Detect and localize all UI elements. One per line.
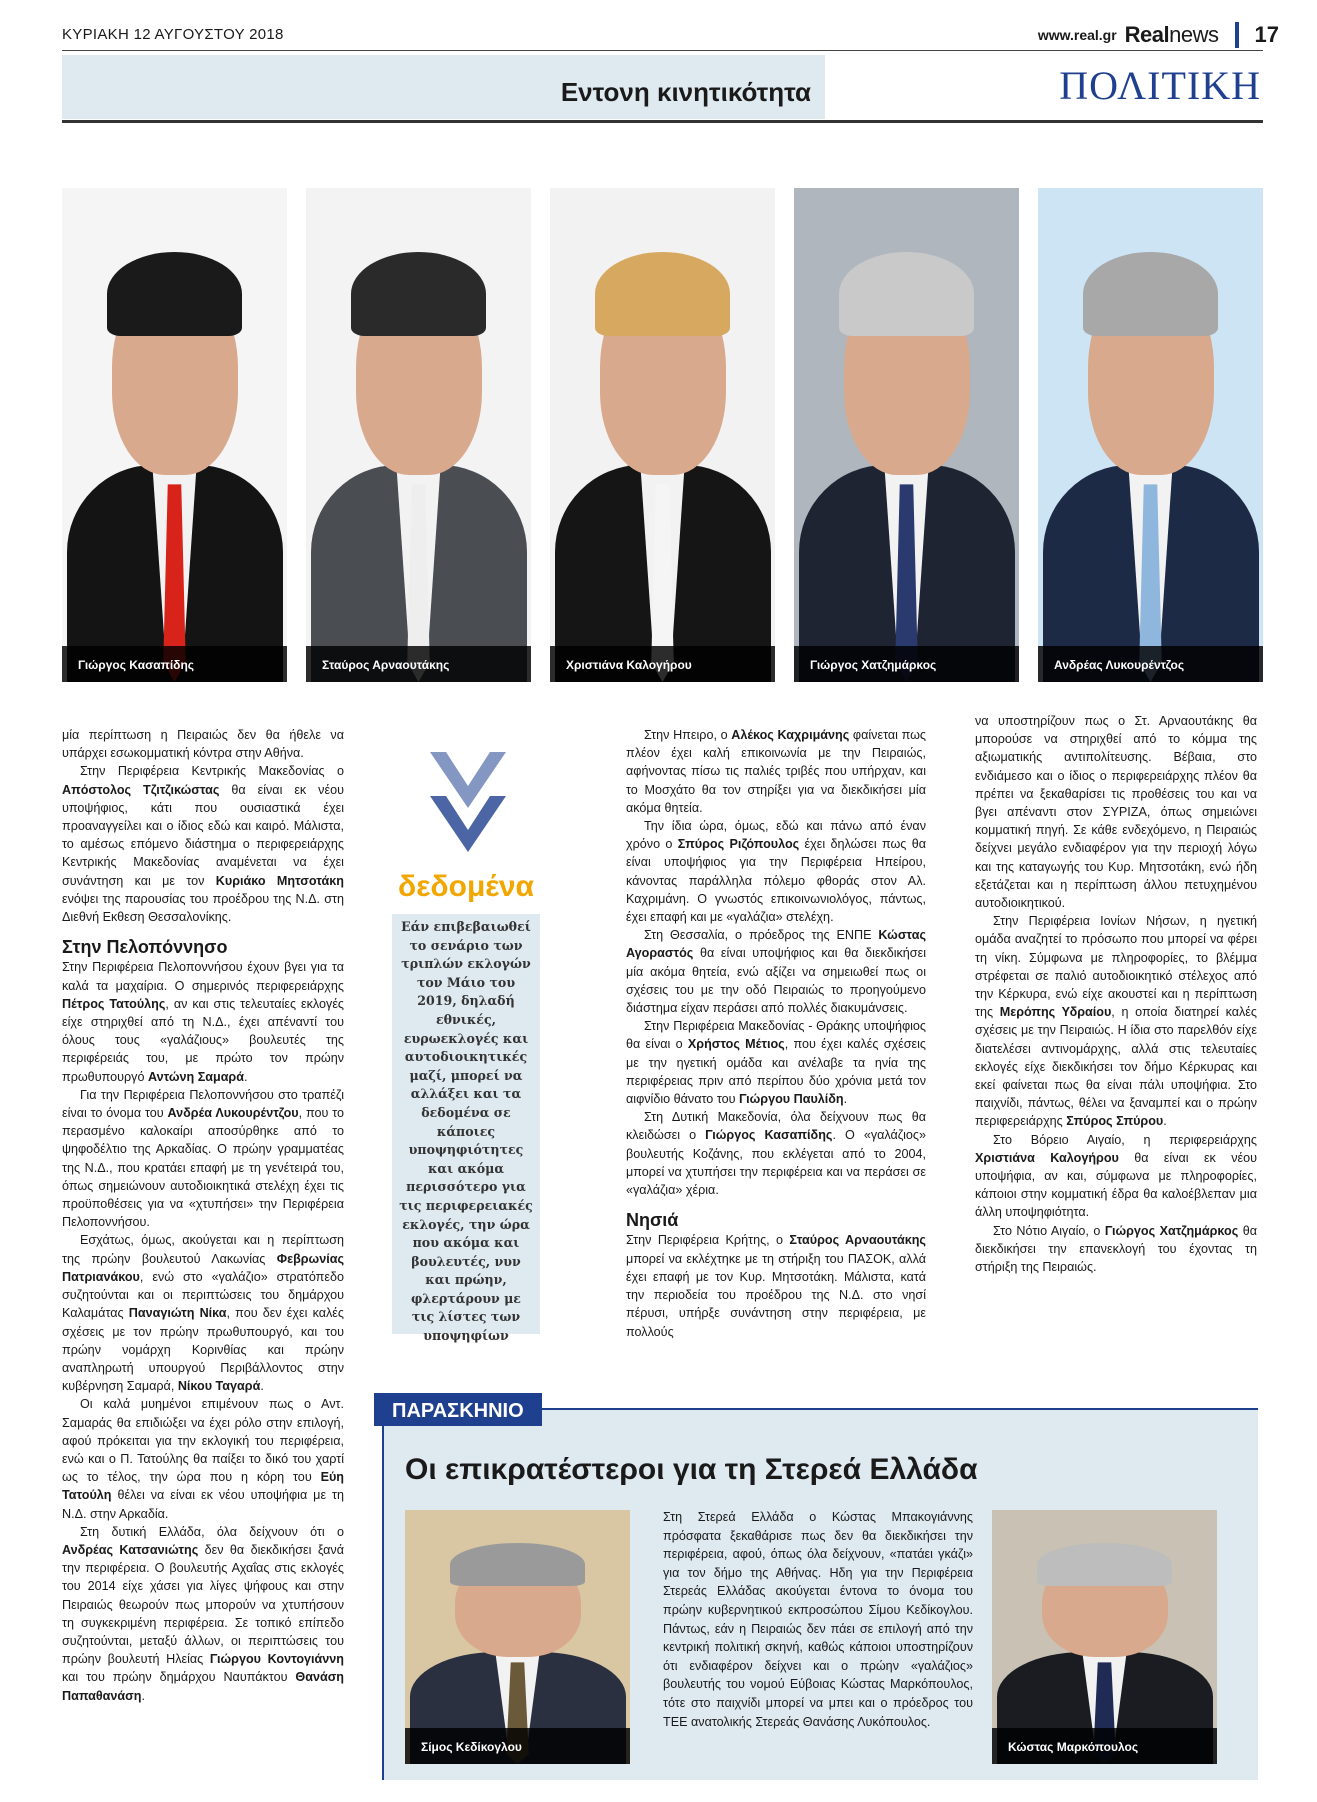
text-run: θέλει να είναι εκ νέου υποψήφια με τη Ν.Δ. στην Αρκαδία.: [62, 1488, 344, 1521]
text-run: , η οποία διατηρεί καλές σχέσεις με την Πειραιώς. Η ίδια στο παρελθόν είχε διατελέσει αντινομάρχης, αλλά στις τελευταίες εκλογές είχε διεκδικήσει τον δήμο Κέρκυρας και εκεί φαίνεται πως θα είναι πάλι υποψήφια. Στο παιχνίδι, πάντως, θέλει να ξαναμπεί και ο πρώην περιφερειάρχης: [975, 1005, 1257, 1129]
person-name: Θανάση Παπαθανάση: [62, 1670, 344, 1703]
text-run: Στην Περιφέρεια Κρήτης, ο: [626, 1233, 790, 1248]
kicker-text: Εντονη κινητικότητα: [560, 77, 811, 107]
newspaper-logo: [1125, 22, 1219, 48]
text-run: . Ο «γαλάζιος» βουλευτής Κοζάνης, που εκλέγεται από το 2004, μπορεί να χτυπήσει την περιφέρεια και να περάσει σε «γαλάζια» χέρια.: [626, 1128, 926, 1198]
person-name: Σπύρος Σπύρου: [1066, 1114, 1164, 1129]
page-number: 17: [1254, 22, 1279, 47]
person-name: Ανδρέα Λυκουρέντζου: [167, 1106, 299, 1121]
person-name: Κώστας Αγοραστός: [626, 928, 926, 961]
portrait-photo-kedikoglou: [405, 1510, 630, 1764]
backstage-text: Στη Στερεά Ελλάδα ο Κώστας Μπακογιάννης πρόσφατα ξεκαθάρισε πως δεν θα διεκδικήσει την περιφέρεια, αφού, όπως όλα δείχνουν, «πατάει γκάζι» για τον δήμο της Αθήνας. Ηδη για την Περιφέρεια Στερεάς Ελλάδας ακούγεται έντονα το όνομα του πρώην κυβερνητικού εκπροσώπου Σίμου Κεδίκογλου. Πάντως, εάν η Πειραιώς δεν πάει σε επιλογή από την κεντρική πολιτική σκηνή, καθώς κάποιοι υποστηρίζουν ότι ενδιαφέρον δείχνει και ο πρώην «γαλάζιος» βουλευτής του νομού Εύβοιας Κώστας Μαρκόπουλος, τότε στο παιχνίδι μπορεί να μπει και ο πρόεδρος του ΤΕΕ ανατολικής Στερεάς Θανάσης Λυκόπουλος.: [663, 1510, 973, 1729]
section-title: ΠΟΛΙΤΙΚΗ: [1059, 63, 1261, 108]
text-run: , που το περασμένο καλοκαίρι αποσύρθηκε από το ψηφοδέλτιο της Αρκαδίας. Ο πρώην γραμματέας της Ν.Δ., που κρατάει επαφή με τη γενέτειρά του, όπως σημειώνουν αυτοδιοικητικά στελέχη έχει τις προϋποθέσεις για να «χτυπήσει» την Περιφέρεια Πελοποννήσου.: [62, 1106, 345, 1230]
photo-caption: Χριστιάνα Καλογήρου: [550, 646, 775, 682]
text-run: θα είναι υποψήφιος και θα διεκδικήσει μία ακόμα θητεία, ενώ αξίζει να σημειωθεί πως οι σχέσεις του με την οδό Πειραιώς το προηγούμενο διάστημα είχαν περάσει από πολλές διακυμάνσεις.: [626, 946, 926, 1016]
person-name: Γιώργου Κοντογιάννη: [209, 1652, 344, 1667]
photo-caption: Γιώργος Χατζημάρκος: [794, 646, 1019, 682]
double-chevron-icon: [430, 752, 506, 862]
text-run: Στην Περιφέρεια Κεντρικής Μακεδονίας ο: [80, 764, 344, 779]
person-name: Χριστιάνα Καλογήρου: [975, 1150, 1119, 1165]
text-run: και του πρώην δημάρχου Ναυπάκτου: [62, 1670, 296, 1685]
text-run: Για την Περιφέρεια Πελοποννήσου στο τραπέζι είναι το όνομα του: [62, 1087, 344, 1121]
text-run: θα είναι εκ νέου υποψήφια, αν και, σύμφωνα με πληροφορίες, κάποιοι στην κομματική έδρα θα καλοέβλεπαν μια άλλη υποψηφιότητα.: [975, 1150, 1257, 1220]
photo-caption: Γιώργος Κασαπίδης: [62, 646, 287, 682]
portrait-hair: [1037, 1543, 1172, 1586]
text-run: Στο Βόρειο Αιγαίο, η περιφερειάρχης: [993, 1132, 1257, 1147]
text-run: ενόψει της παρουσίας του προέδρου της Ν.Δ. στη Διεθνή Εκθεση Θεσσαλονίκης.: [62, 891, 344, 925]
backstage-tag: ΠΑΡΑΣΚΗΝΙΟ: [374, 1390, 542, 1426]
text-run: μπορεί να εκλέχτηκε με τη στήριξη του ΠΑΣΟΚ, αλλά έχει επαφή με τον Κυρ. Μητσοτάκη. Μάλιστα, κατά την περιοδεία του προέδρου της Ν.Δ. στο νησί πέρυσι, υπήρξε συνάντηση στην περιφέρεια, με πολλούς: [626, 1251, 926, 1339]
paragraph: [626, 926, 926, 1017]
person-name: Φεβρωνίας Πατριανάκου: [62, 1251, 344, 1284]
text-run: φαίνεται πως πλέον έχει καλή επικοινωνία με την Πειραιώς, αφήνοντας πίσω τις παλιές τριβές που υπήρχαν, και το Μοσχάτο θα τον στηρίξει για να διεκδικήσει μία ακόμα θητεία.: [626, 728, 926, 815]
text-run: Στην Ηπειρο, ο: [644, 728, 732, 742]
person-name: Παναγιώτη Νίκα: [128, 1306, 227, 1321]
portrait-strip: [62, 188, 1263, 682]
article-column-3: [975, 712, 1257, 1276]
portrait-hair: [450, 1543, 585, 1586]
photo-caption: Σταύρος Αρναουτάκης: [306, 646, 531, 682]
paragraph: [975, 912, 1257, 1130]
person-name: Σταύρος Αρναουτάκης: [789, 1233, 926, 1248]
person-name: Απόστολος Τζιτζικώστας: [62, 782, 220, 797]
text-run: .: [141, 1688, 145, 1703]
kicker-banner: [62, 55, 825, 119]
paragraph: [62, 1523, 344, 1705]
header-divider: [1235, 22, 1239, 48]
sidebar-text: Εάν επιβεβαιωθεί το σενάριο των τριπλών εκλογών τον Μάιο του 2019, δηλαδή εθνικές, ευρωεκλογές και αυτοδιοικητικές μαζί, μπορεί να αλλάξει και τα δεδομένα σε κάποιες υποψηφιότητες και ακόμα περισσότερο για τις περιφερειακές εκλογές, την ώρα που ακόμα και βουλευτές, νυν και πρώην, φλερτάρουν με τις λίστες των υποψηφίων: [392, 914, 540, 1334]
site-url[interactable]: www.real.gr: [1037, 27, 1117, 43]
data-sidebar: [392, 752, 540, 1344]
portrait-photo-markopoulos: [992, 1510, 1217, 1764]
backstage-title: Οι επικρατέστεροι για τη Στερεά Ελλάδα: [405, 1453, 978, 1486]
person-name: Σπύρος Ριζόπουλος: [677, 837, 800, 852]
text-run: Στην Περιφέρεια Ιονίων Νήσων, η ηγετική ομάδα αναζητεί το πρόσωπο που μπορεί να φέρει τη νίκη. Σύμφωνα με πληροφορίες, το βλέμμα στρέφεται σε παλιό αυτοδιοικητικό στέλεχος από την Κέρκυρα, ενώ είχε ακουστεί και η περίπτωση της: [975, 914, 1257, 1020]
portrait-hair: [839, 252, 974, 336]
photo-caption: Ανδρέας Λυκουρέντζος: [1038, 646, 1263, 682]
header-rule: [62, 50, 1263, 51]
person-name: Μερόπης Υδραίου: [999, 1005, 1112, 1020]
text-run: , που έχει καλές σχέσεις με την ηγετική ομάδα και ανέλαβε τα ηνία της περιφέρειας πριν από περίπου δύο χρόνια μετά τον αιφνίδιο θάνατο του: [626, 1037, 926, 1107]
person-name: Ανδρέας Κατσανιώτης: [62, 1542, 199, 1557]
text-run: Στη Δυτική Μακεδονία, όλα δείχνουν πως θα κλειδώσει ο: [626, 1110, 926, 1143]
text-run: Την ίδια ώρα, όμως, εδώ και πάνω από έναν χρόνο ο: [626, 819, 926, 852]
person-name: Χρήστος Μέτιος: [687, 1037, 785, 1052]
sidebar-title: δεδομένα: [398, 870, 534, 903]
paragraph: [62, 762, 344, 926]
person-name: Νίκου Ταγαρά: [177, 1379, 261, 1394]
paragraph: [975, 1131, 1257, 1222]
paragraph: [975, 1222, 1257, 1277]
text-run: Οι καλά μυημένοι επιμένουν πως ο Αντ. Σαμαράς θα επιδιώξει να έχει ρόλο στην επιλογή, αφού πρόκειται για την εκλογική του περιφέρεια, ενώ και ο Π. Τατούλης θα παίξει το δικό του χαρτί ως το τέλος, την ώρα που η κόρη του: [62, 1397, 344, 1485]
text-run: , ενώ στο «γαλάζιο» στρατόπεδο συζητούνται και οι περιπτώσεις του δημάρχου Καλαμάτας: [62, 1269, 344, 1321]
text-run: .: [843, 1092, 848, 1107]
photo-caption: Σίμος Κεδίκογλου: [405, 1728, 630, 1764]
text-run: θα είναι εκ νέου υποψήφιος, κάτι που ουσιαστικά έχει προαναγγείλει και ο ίδιος εδώ και καιρό. Μάλιστα, το αμέσως επόμενο διάστημα ο περιφερειάρχης Κεντρικής Μακεδονίας αναμένεται να έχει συνάντηση και με τον: [62, 782, 344, 888]
photo-caption: Κώστας Μαρκόπουλος: [992, 1728, 1217, 1764]
text-run: Στη Θεσσαλία, ο πρόεδρος της ΕΝΠΕ: [644, 928, 879, 943]
person-name: Κυριάκο Μητσοτάκη: [215, 873, 344, 888]
text-run: Στο Νότιο Αιγαίο, ο: [993, 1223, 1105, 1238]
paragraph: [626, 1108, 926, 1199]
text-run: .: [260, 1379, 264, 1394]
text-run: , αν και στις τελευταίες εκλογές είχε στηριχθεί από τη Ν.Δ., έχει απέναντί του όλους τους «γαλάζιους» βουλευτές της περιφέρειάς του, με πρώτο τον πρώην πρωθυπουργό: [62, 996, 345, 1084]
subheading: Στην Πελοπόννησο: [62, 937, 228, 958]
text-run: , που δεν έχει καλές σχέσεις με τον πρώην πρωθυπουργό, και του πρώην νομάρχη Κορινθίας και πρώην αναπληρωτή υπουργού Περιβάλλοντος στην κυβέρνηση Σαμαρά,: [62, 1306, 344, 1394]
person-name: Αντώνη Σαμαρά: [147, 1069, 244, 1084]
article-column-2: [626, 726, 926, 1341]
person-name: Γιώργος Κασαπίδης: [705, 1128, 833, 1143]
logo-light: news: [1169, 22, 1219, 47]
paragraph: μία περίπτωση η Πειραιώς δεν θα ήθελε να υπάρχει εσωκομματική κόντρα στην Αθήνα.: [62, 728, 344, 761]
text-run: θα διεκδικήσει την επανεκλογή του έχοντας τη στήριξη της Πειραιώς.: [975, 1223, 1257, 1275]
paragraph: [626, 1231, 926, 1340]
paragraph: [62, 958, 344, 1085]
portrait-photo: [1038, 188, 1263, 682]
article-column-1: [62, 726, 344, 1705]
person-name: Γιώργος Χατζημάρκος: [1104, 1223, 1239, 1238]
portrait-hair: [351, 252, 486, 336]
paragraph: να υποστηρίζουν πως ο Στ. Αρναουτάκης θα μπορούσε να στηριχθεί από το κόμμα της αξιωματικής αντιπολίτευσης. Βέβαια, στο ενδιάμεσο και ο ίδιος ο περιφερειάρχης πλέον θα πρέπει να ξεκαθαρίσει τις προθέσεις του και να βγει απέναντι στον ΣΥΡΙΖΑ, όπως σημειώνει κομματική πηγή. Σε κάθε ενδεχόμενο, η Πειραιώς δείχνει μεγάλο ενδιαφέρον για την περιοχή λόγω και της καταγωγής του Κυρ. Μητσοτάκη, ενώ ήδη εξετάζεται και η περίπτωση άλλου πετυχημένου αυτοδιοικητικού.: [975, 714, 1257, 911]
paragraph: [62, 1395, 344, 1522]
paragraph: [626, 726, 926, 817]
text-run: Εσχάτως, όμως, ακούγεται και η περίπτωση της πρώην βουλευτού Λακωνίας: [62, 1233, 344, 1266]
portrait-hair: [1083, 252, 1218, 336]
paragraph: [62, 1086, 344, 1232]
paragraph: [626, 1017, 926, 1108]
paragraph: [62, 1231, 344, 1395]
paragraph: [626, 817, 926, 926]
text-run: δεν θα διεκδικήσει ξανά την περιφέρεια. Ο βουλευτής Αχαΐας στις εκλογές του 2014 είχε χάσει για λίγες ψήφους και στην Πειραιώς θεωρούν πως μπορούν να χτυπήσουν τη συγκεκριμένη περιφέρεια. Σε τοπικό επίπεδο συζητούνται, μεταξύ άλλων, οι περιπτώσεις του πρώην βουλευτή Ηλείας: [62, 1542, 344, 1667]
portrait-hair: [107, 252, 242, 336]
person-name: Πέτρος Τατούλης: [62, 996, 166, 1011]
text-run: .: [243, 1069, 248, 1084]
section-rule: [62, 120, 1263, 123]
person-name: Γιώργου Παυλίδη: [739, 1092, 844, 1107]
portrait-photo: [794, 188, 1019, 682]
text-run: Στην Περιφέρεια Μακεδονίας - Θράκης υποψήφιος θα είναι ο: [626, 1019, 926, 1052]
person-name: Αλέκος Καχριμάνης: [731, 728, 850, 742]
text-run: Στην Περιφέρεια Πελοποννήσου έχουν βγει για τα καλά τα μαχαίρια. Ο σημερινός περιφερειάρχης: [62, 960, 344, 993]
portrait-photo: [62, 188, 287, 682]
logo-bold: Real: [1124, 22, 1170, 47]
issue-date: ΚΥΡΙΑΚΗ 12 ΑΥΓΟΥΣΤΟΥ 2018: [62, 26, 284, 43]
subheading: Νησιά: [626, 1210, 679, 1231]
text-run: έχει δηλώσει πως θα είναι υποψήφιος για την Περιφέρεια Ηπείρου, κάνοντας παράλληλα πόλεμο φθοράς στον Αλ. Καχριμάνη. Ο γνωστός επικοινωνιολόγος, πάντως, έχει επαφή και με «γαλάζια» στελέχη.: [626, 837, 926, 925]
portrait-photo: [550, 188, 775, 682]
person-name: Εύη Τατούλη: [62, 1470, 344, 1503]
text-run: Στη δυτική Ελλάδα, όλα δείχνουν ότι ο: [80, 1524, 344, 1539]
portrait-photo: [306, 188, 531, 682]
text-run: .: [1163, 1114, 1167, 1129]
masthead: [1038, 22, 1279, 48]
portrait-hair: [595, 252, 730, 336]
